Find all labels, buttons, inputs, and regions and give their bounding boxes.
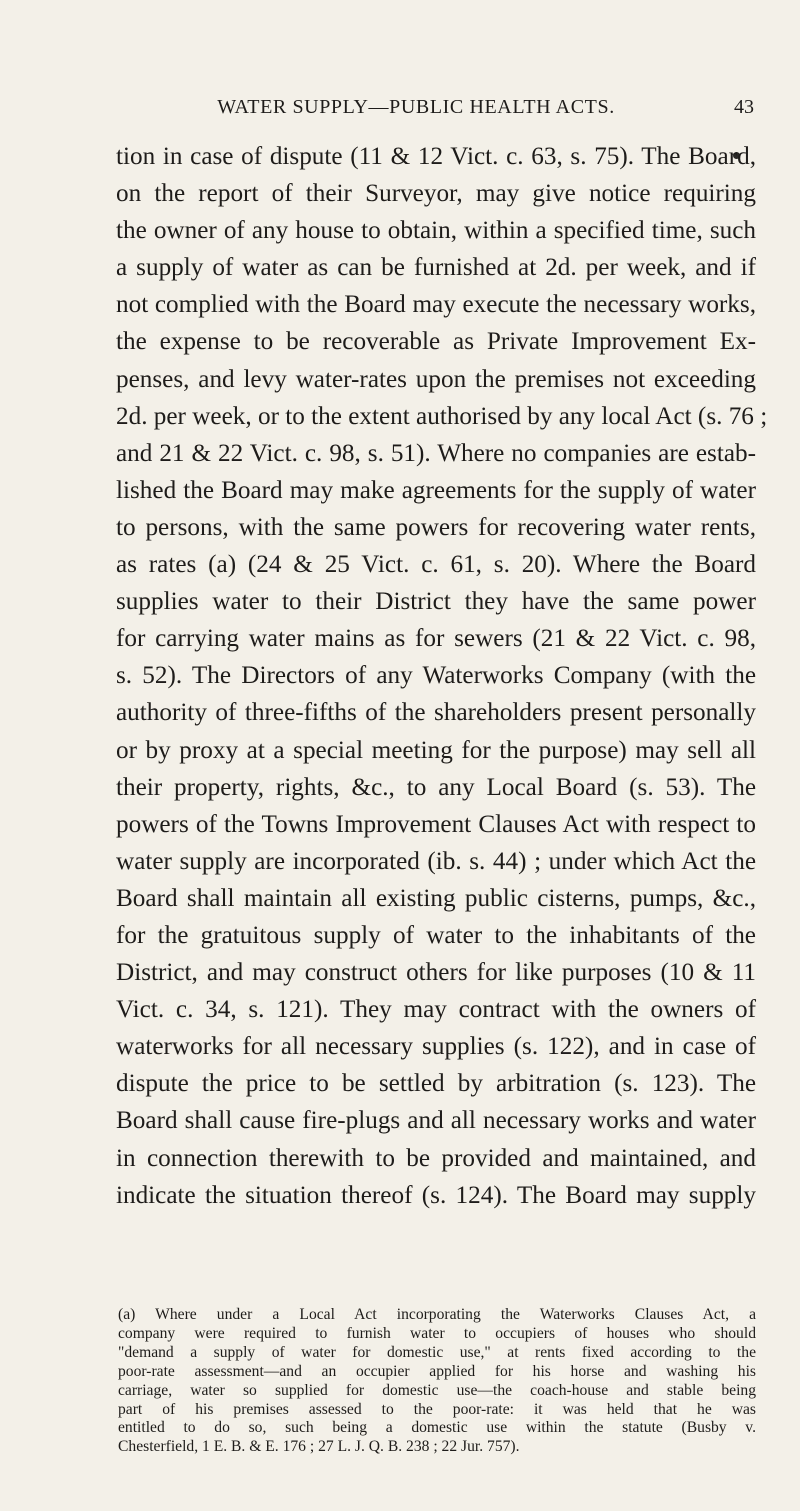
body-line: water supply are incorporated (ib. s. 44) ; under which Act the: [116, 847, 756, 875]
body-line: the expense to be recoverable as Private Improvement Ex-: [116, 328, 756, 356]
body-line: for carrying water mains as for sewers (21 & 22 Vict. c. 98,: [116, 625, 756, 653]
body-line: their property, rights, &c., to any Local Board (s. 53). The: [116, 773, 756, 801]
body-line: 2d. per week, or to the extent authorised by any local Act (s. 76 ;: [116, 402, 768, 430]
footnote-line: carriage, water so supplied for domestic use—the coach-house and stable being: [118, 1381, 756, 1399]
footnote: [118, 1306, 756, 1457]
footnote-line: entitled to do so, such being a domestic use within the statute (Busby v.: [118, 1419, 756, 1437]
body-line: the owner of any house to obtain, within a specified time, such: [116, 217, 756, 245]
body-line: penses, and levy water-rates upon the premises not exceeding: [116, 365, 756, 393]
body-line: s. 52). The Directors of any Waterworks Company (with the: [116, 662, 756, 690]
body-text: [116, 138, 768, 1214]
body-line: a supply of water as can be furnished at 2d. per week, and if: [116, 254, 756, 282]
footnote-line: part of his premises assessed to the poor-rate: it was held that he was: [118, 1400, 756, 1418]
body-line: in connection therewith to be provided and maintained, and: [116, 1144, 756, 1172]
body-line: on the report of their Surveyor, may give notice requiring: [116, 180, 756, 208]
body-line: not complied with the Board may execute the necessary works,: [116, 291, 756, 319]
footnote-line: company were required to furnish water to occupiers of houses who should: [118, 1324, 756, 1342]
body-line: lished the Board may make agreements for the supply of water: [116, 476, 756, 504]
body-line: Board shall maintain all existing public cisterns, pumps, &c.,: [116, 884, 756, 912]
footnote-line: poor-rate assessment—and an occupier applied for his horse and washing his: [118, 1362, 756, 1380]
footnote-line: (a) Where under a Local Act incorporating the Waterworks Clauses Act, a: [118, 1306, 756, 1323]
body-line: Vict. c. 34, s. 121). They may contract with the owners of: [116, 996, 756, 1024]
body-line: or by proxy at a special meeting for the purpose) may sell all: [116, 736, 756, 764]
body-line: as rates (a) (24 & 25 Vict. c. 61, s. 20). Where the Board: [116, 551, 756, 579]
body-line: District, and may construct others for like purposes (10 & 11: [116, 959, 756, 987]
body-line: supplies water to their District they have the same power: [116, 588, 756, 616]
body-line: powers of the Towns Improvement Clauses Act with respect to: [116, 810, 756, 838]
footnote-line: "demand a supply of water for domestic use," at rents fixed according to the: [118, 1343, 756, 1361]
body-line: for the gratuitous supply of water to the inhabitants of the: [116, 921, 756, 949]
body-line: dispute the price to be settled by arbitration (s. 123). The: [116, 1070, 756, 1098]
body-line: authority of three-fifths of the shareholders present personally: [116, 699, 756, 727]
body-line: to persons, with the same powers for recovering water rents,: [116, 513, 756, 541]
running-title: WATER SUPPLY—PUBLIC HEALTH ACTS.: [217, 96, 615, 118]
running-head: [118, 96, 754, 126]
footnote-line: Chesterfield, 1 E. B. & E. 176 ; 27 L. J. Q. B. 238 ; 22 Jur. 757).: [118, 1438, 520, 1456]
body-line: waterworks for all necessary supplies (s. 122), and in case of: [116, 1033, 756, 1061]
page-number: 43: [734, 96, 754, 118]
body-line: tion in case of dispute (11 & 12 Vict. c. 63, s. 75). The Board,: [116, 143, 756, 170]
body-line: Board shall cause fire-plugs and all necessary works and water: [116, 1107, 756, 1135]
body-line: and 21 & 22 Vict. c. 98, s. 51). Where no companies are estab-: [116, 439, 756, 467]
body-line: indicate the situation thereof (s. 124). The Board may supply: [116, 1181, 756, 1209]
